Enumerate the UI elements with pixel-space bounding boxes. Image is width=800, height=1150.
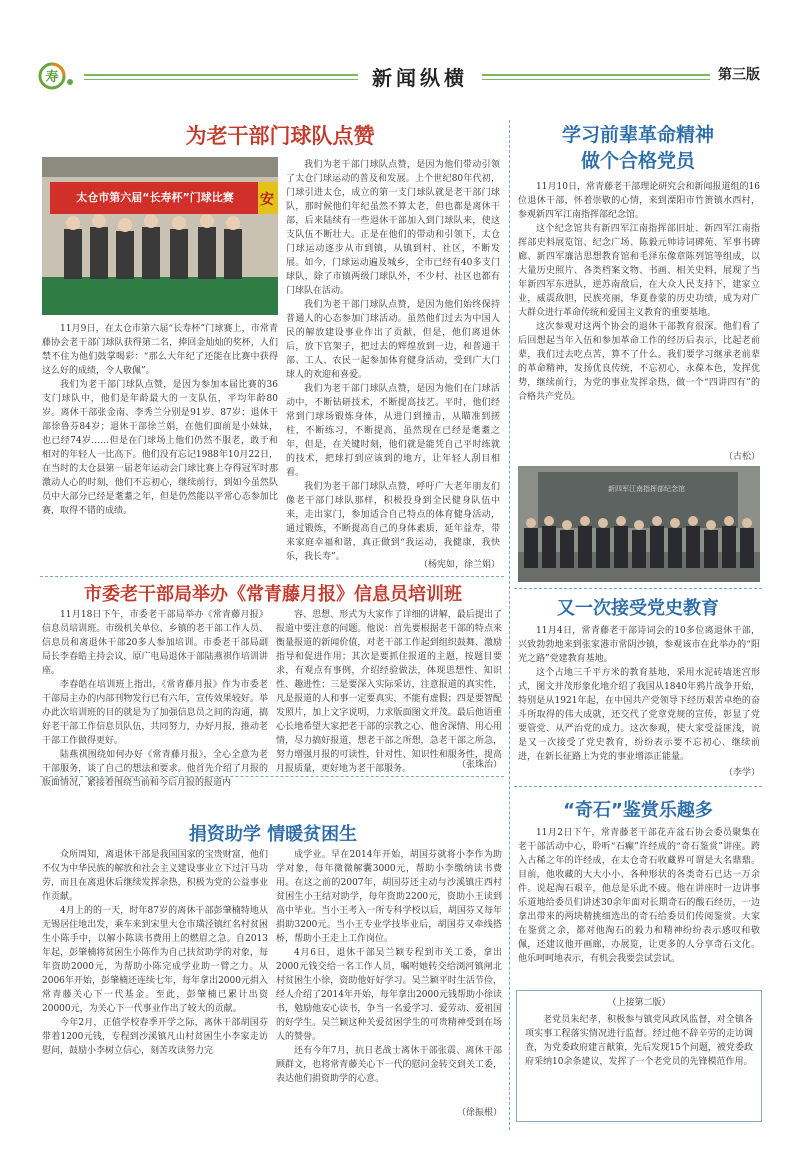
continued-box bbox=[516, 990, 762, 1122]
photo-banner-text: 太仓市第六届“长寿杯”门球比赛 bbox=[76, 191, 234, 204]
training-body-col1 bbox=[42, 608, 268, 788]
section-divider bbox=[40, 776, 504, 777]
donation-author: （徐振根） bbox=[456, 1108, 502, 1118]
shou-longevity-logo-icon bbox=[38, 60, 78, 92]
paragraph: 这次参观对这两个协会的退休干部教育很深。他们看了后回想起当年入伍和参加革命工作的经历后表示，比起老前辈，我们过去吃点苦，算不了什么。我们要学习继承老前辈的革命精神，发扬优良传统，不忘初心，永葆本色，发挥优势，继续前行，为党的事业发挥余热，做一个“四讲四有”的合格共产党员。 bbox=[518, 322, 760, 402]
column-divider bbox=[509, 120, 510, 1130]
learn-title bbox=[516, 122, 760, 174]
paragraph: 还有今年7月，抗日老战士离休干部张震、离休干部顾群文，也将常青藤关心下一代的慰问金转交到关工委，表达他们捐资助学的心意。 bbox=[276, 1046, 502, 1084]
gateball-body-col1 bbox=[42, 322, 278, 572]
stone-title: “奇石”鉴赏乐趣多 bbox=[563, 800, 713, 821]
training-title: 市委老干部局举办《常青藤月报》信息员培训班 bbox=[84, 584, 462, 605]
continued-title: （上接第二版） bbox=[607, 998, 671, 1008]
gateball-body-col2 bbox=[286, 158, 500, 562]
paragraph: 4月6日，退休干部吴兰颖专程到市关工委，拿出2000元钱交给一名工作人员，嘱咐她转交给浏河镇闸北村贫困生小徐，资助他好好学习。吴兰颖平时生活节俭，经人介绍了2014年开始，每年拿出2000元钱帮助小徐读书，勉励他安心读书，争当一名爱学习、爱劳动、爱祖国的好学生。吴兰颖这种关爱贫困学生的可贵精神受到在场人的赞誉。 bbox=[276, 948, 502, 1042]
training-author: （张珠治） bbox=[456, 760, 502, 770]
partyhistory-author: （李学） bbox=[723, 768, 760, 778]
paragraph: 我们为老干部门球队点赞，是因为他们带动引领了太仓门球运动的普及和发展。上个世纪80年代初，门球引进太仓，成立的第一支门球队就是老干部门球队，那时候他们年纪虽然不算太老，但也都是离休干部，后来陆续有一些退休干部加入到门球队来，使这支队伍不断壮大。正是在他们的带动和引领下，太仓门球运动逐步从市到镇，从镇到村、社区，不断发展。如今，门球运动遍及城乡，全市已经有40多支门球队，除了市镇两级门球队外，不少村、社区也都有门球队在活动。 bbox=[286, 160, 500, 296]
donation-body-col2 bbox=[276, 848, 502, 1106]
gateball-team-photo bbox=[42, 157, 278, 315]
paragraph: 11月18日下午，市委老干部局举办《常青藤月报》信息员培训班。市级机关单位、乡镇的老干部工作人员、信息员和离退休干部20多人参加培训。市委老干部局副局长李春皓主持会议，原广电局退休干部陆燕祺作培训讲座。 bbox=[42, 610, 268, 676]
learn-body bbox=[518, 180, 760, 454]
section-divider bbox=[40, 576, 504, 577]
section-divider bbox=[514, 588, 762, 589]
continued-body bbox=[525, 1013, 753, 1069]
paragraph: 11月9日，在太仓市第六届“长寿杯”门球赛上，市常青藤协会老干部门球队获得第二名，捧回金灿灿的奖杯，人们禁不住为他们鼓掌喝彩：“那么大年纪了还能在比赛中获得这么好的成绩，令人敬佩”。 bbox=[42, 324, 278, 376]
paragraph: 我们为老干部门球队点赞，是因为他们在门球活动中，不断钻研技术，不断提高技艺。平时，他们经常到门球场锻炼身体，从进门到撞击，从瞄准到搓柱，不断练习，不断提高，虽然现在已经是耄耋之年，但是，在关键时刻，他们就是能凭自己平时练就的技术，把球打到应该到的地方，让年轻人刮目相看。 bbox=[286, 384, 500, 478]
paragraph: 众所周知，离退休干部是我国国家的宝贵财富，他们不仅为中华民族的解放和社会主义建设事业立下过汗马功劳，而且在离退休后继续发挥余热，积极为党的公益事业作贡献。 bbox=[42, 850, 268, 902]
paragraph: 我们为老干部门球队点赞，呼吁广大老年朋友们像老干部门球队那样，积极投身到全民健身队伍中来，走出家门，参加适合自己特点的体育健身活动，通过锻炼，不断提高自己的身体素质，延年益寿，带来家庭幸福和谐，真正做到“我运动，我健康，我快乐，我长寿”。 bbox=[286, 482, 500, 562]
memorial-group-photo bbox=[518, 466, 760, 582]
paragraph: 这个占地三千平方米的教育基地，采用水泥砖墙迷宫形式，图文并茂形象化地介绍了我国从1840年鸦片战争开始，特别是从1921年起，在中国共产党领导下经历艰苦卓绝的奋斗所取得的伟大成就，还交代了党章党规的宣传，彰显了党要管党、从严治党的成力。这次参观，使大家受益匪浅，说是又一次接受了党史教育，纷纷表示要不忘初心、继续前进，在新长征路上为党的事业增添正能量。 bbox=[518, 668, 760, 762]
photo-banner-side: 安 bbox=[260, 192, 274, 208]
gateball-author: （杨宪如，徐兰娟） bbox=[418, 560, 500, 570]
page-number: 第三版 bbox=[710, 64, 760, 84]
page-header bbox=[38, 52, 760, 100]
memorial-sign-text: 新四军江南指挥部纪念馆 bbox=[608, 485, 685, 493]
gateball-title: 为老干部门球队点赞 bbox=[185, 124, 375, 148]
paragraph: 我们为老干部门球队点赞，是因为他们始终保持普通人的心态参加门球活动。虽然他们过去为中国人民的解放建设事业作出了贡献，但是，他们离退休后，放下官架子，把过去的辉煌放到一边，和普通干部、工人、农民一起参加体育健身活动，受到广大门球人的欢迎和喜爱。 bbox=[286, 300, 500, 380]
partyhistory-title: 又一次接受党史教育 bbox=[557, 598, 719, 619]
partyhistory-body bbox=[518, 624, 760, 772]
learn-title-line1: 学习前辈革命精神 bbox=[561, 124, 714, 146]
paragraph: 这个纪念馆共有新四军江南指挥部旧址、新四军江南指挥部史料展览馆、纪念广场、陈毅元帅诗词碑苑、军事书碑廊、新四军廉洁思想教育馆和毛泽东像章陈列馆等组成，以大量历史照片、各类档案文物、书画、相关史料，展现了当年新四军东进队，逆苏南敌后，在大众人民支持下，建家立业，威震敌胆，民族亮丽，华夏眷蒙的历史功绩，成为对广大群众进行革命传统和爱国主义教育的重要基地。 bbox=[518, 224, 760, 318]
paragraph: 11月10日，常青藤老干部理论研究会和新闻报道组的16位退休干部，怀着崇敬的心情，来到溧阳市竹箦镇水西村，参观新四军江南指挥部纪念馆。 bbox=[518, 182, 760, 220]
section-divider bbox=[514, 786, 762, 787]
paragraph: 今年2月，正值学校春季开学之际，离休干部胡国芬带着1200元钱，专程到沙溪镇凡山村贫困生小李家走访慰问，鼓励小李树立信心，刻苦攻读努力完 bbox=[42, 1018, 268, 1056]
donation-body-col1 bbox=[42, 848, 268, 1120]
paragraph: 11月4日，常青藤老干部诗词会的10多位离退休干部，兴致勃勃地来到张家港市常阴沙镇，参观该市在此举办的“阳光之路”党建教育基地。 bbox=[518, 626, 760, 664]
paragraph: 11月2日下午，常青藤老干部花卉盆石协会委员聚集在老干部活动中心，聆听“石癫”许经成的“奇石鉴赏”讲座。跨入古稀之年的许经成，在太仓奇石收藏界可谓是大名鼎鼎。目前，他收藏的大大小小、各种形状的各类奇石已达一万余件。说起淘石艰辛，他总是乐此不疲。他在讲座时一边讲事乐道地给委员们讲述30余年面对长期奇石的酸石经历，一边拿出带来的两块精挑细选出的奇石给委员们传阅鉴赏。大家在鉴赏之余，都对他淘石的毅力和精神纷纷表示感叹和敬佩，还建议他开画廊，办展览，让更多的人分享奇石文化。他乐呵呵地表示，有机会我要尝试尝试。 bbox=[518, 828, 760, 964]
paragraph: 李春皓在培训班上指出，《常青藤月报》作为市委老干部局主办的内部刊物发行已有六年，宣传效果较好。举办此次培训班的目的就是为了加强信息员之间的沟通，搞好老干部工作信息员队伍，共同努力，办好月报，推动老干部工作做得更好。 bbox=[42, 680, 268, 746]
section-title: 新闻纵横 bbox=[358, 62, 482, 91]
svg-text:寿: 寿 bbox=[45, 70, 59, 85]
stone-body bbox=[518, 826, 760, 986]
paragraph: 4月上的的一天，时年87岁的离休干部彭肇楠特地从无锡居住地出发，乘车来到宋里大仓市璜泾镇红名村贫困生小陈手中，以解小陈读书费用上的燃眉之急。自2013年起，彭肇楠将贫困生小陈作为自己扶贫助学的对象，每年资助2000元，为帮助小陈完成学业助一臂之力。从2006年开始，彭肇楠还连续七年，每年拿出2000元捐入常青藤关心下一代基金。至此，彭肇楠已累计出资20000元，为关心下一代事业作出了较大的贡献。 bbox=[42, 906, 268, 1014]
paragraph: 容、思想、形式为大家作了详细的讲解，最后提出了报道中要注意的问题。他说：首先要根据老干部的特点来衡量报道的新闻价值，对老干部工作起到组织鼓舞、激励指导和促进作用；其次是要抓住报道的主题，按题目要求，有观点有事例，介绍经验做法，体现思想性、知识性、趣进性；三是要深入实际采访，注意报道的真实性，凡是报道的人和事一定要真实，不能有虚假；四是要智配发照片，加上文字说明，力求版面图文并茂。最后他语重心长地希望大家把老干部的宗教之心、他舍深情、用心用情，尽力搞好报道，想老干部之所想，急老干部之所急，努力增强月报的可读性，针对性、知识性和服务性，提高月报质量，更好地为老干部服务。 bbox=[276, 610, 502, 774]
paragraph: 我们为老干部门球队点赞，是因为参加本届比赛的36支门球队中，他们是年龄最大的一支队伍，平均年龄80岁。离休干部张金南、李秀兰分别是91岁、87岁；退休干部徐鲁芬84岁；退休干部徐兰娟，在他们面前是小妹妹，也已经74岁……但是在门球场上他们仍然不服老，敢于和相对的年轻人一比高下。他们没有忘记1988年10月22日，在当时的太仓县第一届老年运动会门球比赛上夺得冠军时那激动人心的时刻，他们不忘初心，继续前行，到如今虽然队员中大部分已经是耄耋之年，但是仍然能以平常心态参加比赛，取得不错的成绩。 bbox=[42, 380, 278, 516]
learn-title-line2: 做个合格党员 bbox=[580, 150, 695, 172]
learn-author: （古松） bbox=[723, 452, 760, 462]
paragraph: 老党员朱纪孝，积极参与镇党风政风监督，对全镇各项实事工程落实情况进行监督。经过他不辞辛劳的走访调查，为党委政府建言献策，先后发现15个问题，被党委政府采纳10余条建议，发挥了一个老党员的先锋模范作用。 bbox=[525, 1015, 753, 1067]
paragraph: 陆燕祺围绕如何办好《常青藤月报》，全心全意为老干部服务，谈了自己的想法和要求。他首先介绍了月报的版面情况，紧接着围绕当前和今后月报的报道内 bbox=[42, 750, 268, 788]
donation-title: 捐资助学 情暖贫困生 bbox=[188, 824, 358, 845]
paragraph: 成学业。早在2014年开始，胡国芬就将小李作为助学对象，每年微微解囊3000元，帮助小李缴纳读书费用。在这之前的2007年，胡国芬还主动与沙溪镇庄西村贫困生小王结对助学，每年资助2200元，资助小王读到高中毕业。当小王考入一所专科学校以后，胡国芬又每年捐助3200元。当小王专业学技毕业后，胡国芬又牵线搭桥，帮助小王走上工作岗位。 bbox=[276, 850, 502, 944]
